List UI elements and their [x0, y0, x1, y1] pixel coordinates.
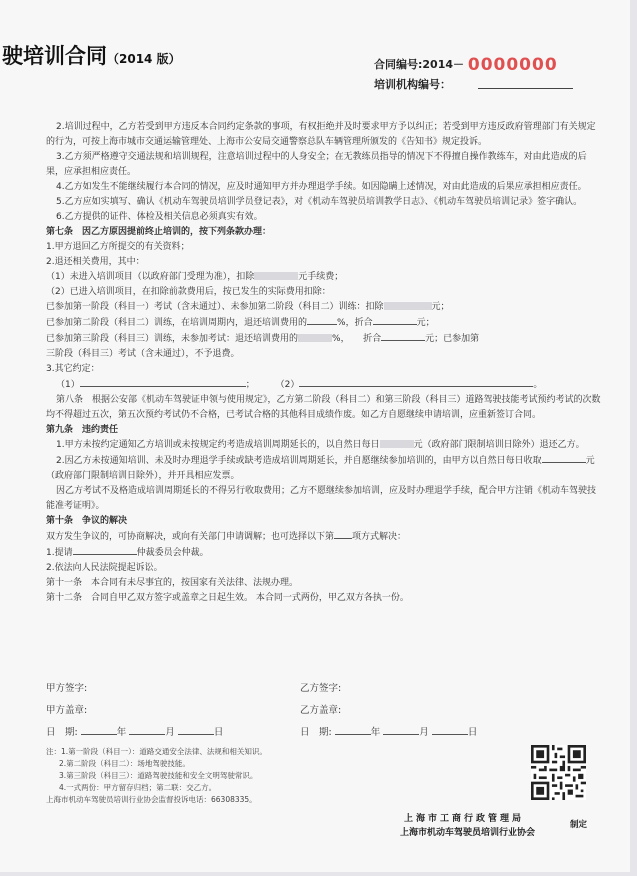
- note-4: 4.一式两份：甲方留存归档；第二联：交乙方。: [59, 783, 217, 792]
- party-b-seal-label: 乙方盖章:: [300, 705, 342, 716]
- clause-2-4: 4.乙方如发生不能继续履行本合同的情况，应及时通知甲方并办理退学手续。如因隐瞒上述情况，对由此造成的后果应承担相应责任。: [56, 182, 587, 192]
- party-a-month-blank[interactable]: [129, 725, 165, 735]
- clause-2-2: 2.培训过程中，乙方若受到甲方违反本合同约定条款的事项，有权拒绝并及时要求甲方予以纠正；若受到甲方违反政府管理部门有关规定的行为，可按上海市城市交通运输管理处、上海市公安局交通警察总队车辆管理所颁发的《告知书》规定投诉。: [46, 122, 596, 147]
- party-b-month-blank[interactable]: [383, 725, 419, 735]
- article-10-item-2: 2.依法向人民法院提起诉讼。: [46, 563, 163, 573]
- fee-blank[interactable]: [254, 272, 298, 280]
- percent-blank-2[interactable]: [298, 334, 332, 342]
- qr-code-icon: [531, 745, 586, 800]
- note-3: 3.第三阶段（科目三）：道路驾驶技能和安全文明驾驶常识。: [59, 771, 258, 780]
- article-8: 第八条 根据公安部《机动车驾驶证申领与使用规定》，乙方第二阶段（科目二）和第三阶段（科目三）道路驾驶技能考试预约考试的次数均不得超过五次，第五次预约考试仍不合格，已考试合格的其他科目成绩作废。如乙方自愿继续申请培训，应重新签订合同。: [46, 395, 601, 420]
- party-a-seal-label: 甲方盖章:: [46, 705, 88, 716]
- article-7-line-1: 已参加第一阶段（科目一）考试（含未通过）、未参加第二阶段（科目二）训练：扣除 元；: [46, 302, 450, 312]
- issuer-suffix: 制定: [570, 820, 588, 830]
- article-10-item-1: 1.提请 仲裁委员会仲裁。: [46, 545, 602, 561]
- article-10-text: 双方发生争议的，可协商解决，或向有关部门申请调解；也可选择以下第 项方式解决：: [46, 529, 602, 545]
- page-title: [2, 40, 181, 70]
- method-choice-blank[interactable]: [334, 529, 352, 539]
- org-number-label: 培训机构编号：: [374, 78, 451, 91]
- article-7-item-2-1: （1）未进入培训项目（以政府部门受理为准），扣除 元手续费；: [46, 272, 344, 282]
- amount-blank-2[interactable]: [381, 331, 425, 341]
- hotline: 上海市机动车驾驶员培训行业协会监督投诉电话：66308335。: [46, 795, 257, 804]
- clause-2-5: 5.乙方应如实填写、确认《机动车驾驶员培训学员登记表》，对《机动车驾驶员培训教学日志》、《机动车驾驶员培训记录》签字确认。: [56, 197, 583, 207]
- issuer-line-2: 上海市机动车驾驶员培训行业协会: [400, 828, 536, 838]
- daily-refund-blank[interactable]: [380, 440, 414, 448]
- issuer-block: [400, 812, 535, 840]
- version-label: （2014 版）: [107, 52, 181, 66]
- article-9-item-2: 2.因乙方未按通知培训、未及时办理退学手续或缺考造成培训周期延长，并自愿继续参加培训的，由甲方以自然日每日收取 元（政府部门限制培训日除外），并开具相应发票。: [46, 453, 602, 484]
- party-a-year-blank[interactable]: [81, 725, 117, 735]
- deduct-blank[interactable]: [384, 302, 432, 310]
- party-a-date: 日 期: 年 月 日: [46, 727, 224, 738]
- contract-number-value: 0000000: [467, 55, 558, 75]
- party-b-year-blank[interactable]: [335, 725, 371, 735]
- article-7-item-2: 2.退还相关费用，其中：: [46, 257, 145, 267]
- article-7-item-3: 3.其它约定：: [46, 364, 100, 374]
- amount-blank-1[interactable]: [373, 315, 417, 325]
- other-agreement-1[interactable]: [80, 377, 246, 387]
- clause-2-3: 3.乙方须严格遵守交通法规和培训规程，注意培训过程中的人身安全；在无教练员指导的情况下不得擅自操作教练车，对由此造成的后果，应承担相应责任。: [46, 152, 587, 177]
- note-1: 注：1.第一阶段（科目一）：道路交通安全法律、法规和相关知识。: [46, 747, 267, 756]
- percent-blank-1[interactable]: [307, 315, 337, 325]
- other-agreements: （1） ； （2） 。: [46, 377, 602, 393]
- contract-number: [374, 53, 558, 73]
- title-text: 驶培训合同: [2, 44, 107, 68]
- article-9-item-3: 因乙方考试不及格造成培训周期延长的不得另行收取费用；乙方不愿继续参加培训，应及时办理退学手续，配合甲方注销《机动车驾驶技能准考证明》。: [46, 486, 597, 511]
- article-7: 第七条 因乙方原因提前终止培训的，按下列条款办理：: [46, 227, 272, 237]
- party-a-sign-label: 甲方签字:: [46, 683, 88, 694]
- footnotes: [46, 746, 267, 806]
- article-10: 第十条 争议的解决: [46, 516, 128, 526]
- article-9: 第九条 违约责任: [46, 425, 119, 435]
- party-b-date: 日 期: 年 月 日: [300, 727, 478, 738]
- article-9-item-1: 1.甲方未按约定通知乙方培训或未按规定约考造成培训周期延长的，以自然日每日 元（政府部门限制培训日除外）退还乙方。: [56, 440, 585, 450]
- party-b-day-blank[interactable]: [432, 725, 468, 735]
- daily-charge-blank[interactable]: [542, 453, 586, 463]
- contract-number-label: 合同编号:2014－: [374, 58, 465, 71]
- other-agreement-2[interactable]: [299, 377, 533, 387]
- note-2: 2.第二阶段（科目二）：场地驾驶技能。: [59, 759, 190, 768]
- article-11: 第十一条 本合同有未尽事宜的，按国家有关法律、法规办理。: [46, 578, 299, 588]
- article-7-line-4: 三阶段（科目三）考试（含未通过），不予退费。: [46, 349, 240, 359]
- article-12: 第十二条 合同自甲乙双方签字或盖章之日起生效。 本合同一式两份，甲乙双方各执一份。: [46, 593, 409, 603]
- article-7-item-1: 1.甲方退回乙方所提交的有关资料；: [46, 242, 190, 252]
- contract-body: [46, 120, 602, 606]
- org-number-line: [478, 88, 573, 89]
- clause-2-6: 6.乙方提供的证件、体检及相关信息必须真实有效。: [56, 212, 263, 222]
- article-7-line-3: 已参加第三阶段（科目三）训练，未参加考试：退还培训费用的 %， 折合 元；已参加第: [46, 331, 602, 347]
- article-7-item-2-2: （2）已进入培训项目，在扣除前款费用后，按已发生的实际费用扣除：: [46, 287, 331, 297]
- article-7-line-2: 已参加第二阶段（科目二）训练，在培训周期内，退还培训费用的 %，折合 元；: [46, 315, 602, 331]
- arbitration-blank[interactable]: [73, 545, 137, 555]
- party-a-day-blank[interactable]: [178, 725, 214, 735]
- party-b-sign-label: 乙方签字:: [300, 683, 342, 694]
- issuer-line-1: 上海市工商行政管理局: [404, 814, 525, 824]
